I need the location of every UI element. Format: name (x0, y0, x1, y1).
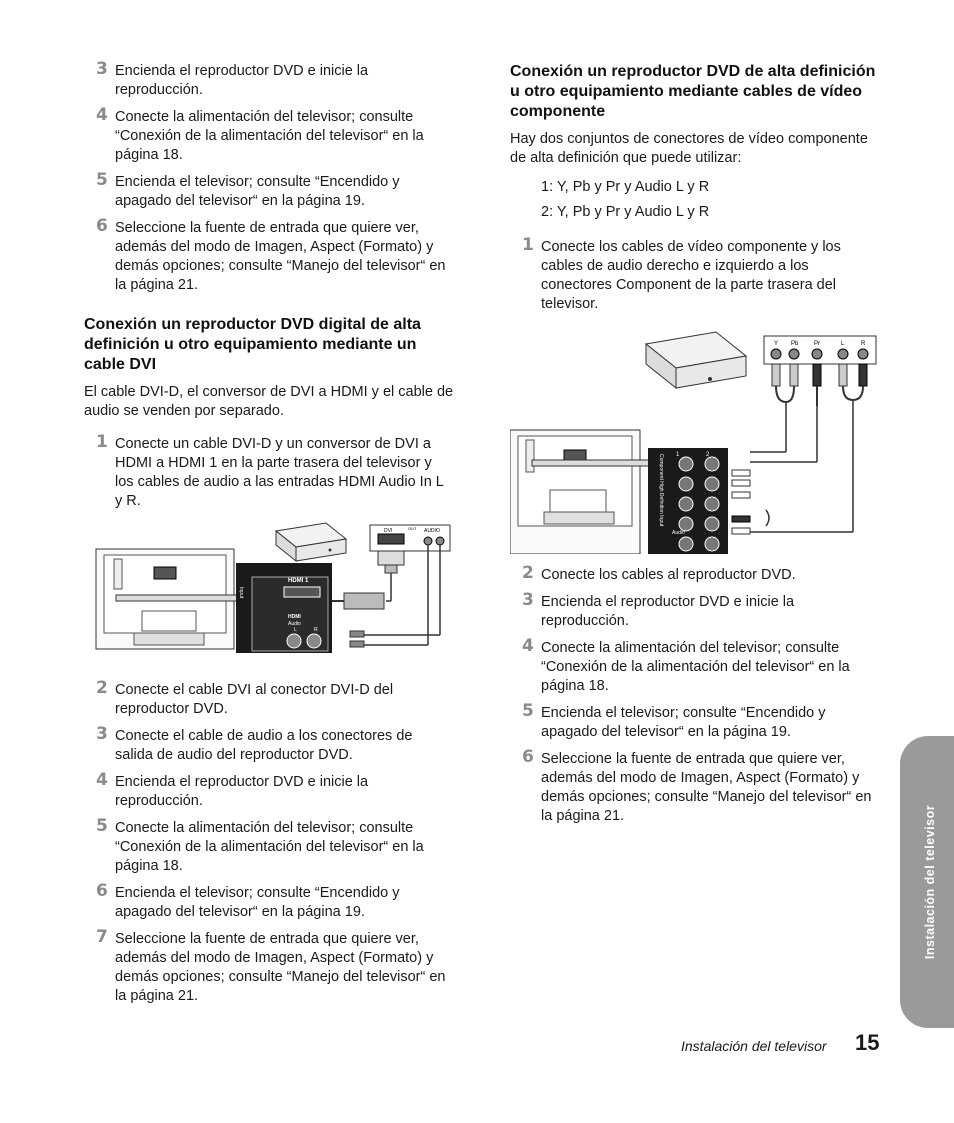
r-label: R (314, 627, 318, 633)
step-2 (510, 563, 882, 585)
input-1-label: 1 (676, 452, 680, 458)
l-label: L (841, 341, 845, 347)
step-number: 5 (96, 170, 108, 190)
component-panel (648, 448, 728, 554)
step-4 (84, 105, 454, 165)
step-text: Encienda el televisor; consulte “Encendido y apagado del televisor“ en la página 19. (115, 885, 400, 920)
l-label: L (294, 627, 297, 633)
step-text: Conecte el cable de audio a los conectores de salida de audio del reproductor DVD. (115, 728, 413, 763)
step-1 (510, 235, 882, 314)
input-2-label: 2 (706, 452, 710, 458)
step-text: Seleccione la fuente de entrada que quiere ver, además del modo de Imagen, Aspect (Formato) y demás opciones; consulte “Manejo del televisor“ en la página 21. (115, 931, 446, 1004)
step-number: 3 (96, 724, 108, 744)
audio-label: AUDIO (424, 528, 440, 534)
section-heading-component: Conexión un reproductor DVD de alta definición u otro equipamiento mediante cables de vídeo componente (510, 63, 876, 120)
step-2 (84, 678, 454, 719)
step-text: Conecte la alimentación del televisor; consulte “Conexión de la alimentación del televisor“ en la página 18. (541, 640, 850, 694)
step-number: 3 (96, 59, 108, 79)
step-4 (510, 636, 882, 696)
left-column (84, 59, 454, 1014)
step-text: Conecte los cables al reproductor DVD. (541, 567, 796, 583)
step-5b (84, 816, 454, 876)
step-3 (84, 59, 454, 100)
step-number: 1 (96, 432, 108, 452)
step-5 (510, 701, 882, 742)
tv-back-icon (96, 549, 244, 649)
step-text: Encienda el reproductor DVD e inicie la reproducción. (115, 774, 369, 809)
step-text: Encienda el televisor; consulte “Encendido y apagado del televisor“ en la página 19. (541, 705, 826, 740)
component-connection-figure (510, 322, 882, 554)
step-text: Conecte la alimentación del televisor; consulte “Conexión de la alimentación del televisor“ en la página 18. (115, 820, 424, 874)
step-3 (510, 590, 882, 631)
dvd-player-icon (646, 332, 746, 388)
dvi-diagram (94, 519, 454, 669)
player-back-panel (764, 336, 876, 364)
connector-set-1: 1: Y, Pb y Pr y Audio L y R (541, 179, 710, 195)
step-3b (84, 724, 454, 765)
step-number: 4 (96, 105, 108, 125)
y-label: Y (774, 341, 779, 347)
step-number: 6 (522, 747, 534, 767)
chapter-side-tab (900, 736, 954, 1028)
step-text: Conecte los cables de vídeo componente y los cables de audio derecho e izquierdo a los conectores Component de la parte trasera del televisor. (541, 239, 841, 312)
section-heading-dvi: Conexión un reproductor DVD digital de alta definición u otro equipamiento mediante un cable DVI (84, 316, 421, 373)
tv-back-icon (510, 430, 650, 554)
pr-label: Pr (814, 341, 820, 347)
player-back-panel (370, 525, 450, 551)
intro-paragraph: Hay dos conjuntos de conectores de vídeo componente de alta definición que puede utilizar: (510, 131, 868, 166)
step-number: 4 (96, 770, 108, 790)
step-text: Conecte la alimentación del televisor; consulte “Conexión de la alimentación del televisor“ en la página 18. (115, 109, 424, 163)
step-6 (84, 216, 454, 295)
step-text: Seleccione la fuente de entrada que quiere ver, además del modo de Imagen, Aspect (Formato) y demás opciones; consulte “Manejo del televisor“ en la página 21. (541, 751, 872, 824)
step-text: Conecte el cable DVI al conector DVI-D del reproductor DVD. (115, 682, 394, 717)
step-text: Conecte un cable DVI-D y un conversor de DVI a HDMI a HDMI 1 en la parte trasera del televisor y los cables de audio a las entradas HDMI Audio In L y R. (115, 436, 444, 509)
step-number: 5 (522, 701, 534, 721)
pb-label: Pb (791, 341, 799, 347)
page-number: 15 (855, 1030, 880, 1055)
step-7b (84, 927, 454, 1006)
step-text: Encienda el televisor; consulte “Encendido y apagado del televisor“ en la página 19. (115, 174, 400, 209)
out-label: OUT (408, 526, 417, 531)
step-number: 1 (522, 235, 534, 255)
step-number: 6 (96, 881, 108, 901)
plug-set (732, 364, 867, 534)
step-number: 2 (522, 563, 534, 583)
footer-section-title: Instalación del televisor (681, 1038, 827, 1054)
step-number: 6 (96, 216, 108, 236)
step-6b (84, 881, 454, 922)
step-4b (84, 770, 454, 811)
dvi-connection-figure (94, 519, 454, 669)
input-label: Input (238, 587, 244, 599)
audio-small-label: Audio (288, 621, 301, 627)
side-tab-label: Instalación del televisor (923, 804, 937, 960)
step-number: 7 (96, 927, 108, 947)
panel-text: Component High Definition Input (658, 454, 664, 527)
component-diagram (510, 322, 882, 554)
step-number: 4 (522, 636, 534, 656)
step-number: 3 (522, 590, 534, 610)
step-number: 2 (96, 678, 108, 698)
step-text: Encienda el reproductor DVD e inicie la reproducción. (541, 594, 795, 629)
intro-paragraph: El cable DVI-D, el conversor de DVI a HDMI y el cable de audio se venden por separado. (84, 384, 454, 419)
right-column (510, 62, 882, 834)
dvd-player-icon (276, 523, 346, 561)
step-text: Encienda el reproductor DVD e inicie la reproducción. (115, 63, 369, 98)
hdmi1-label: HDMI 1 (288, 578, 309, 584)
r-label: R (861, 341, 866, 347)
step-text: Seleccione la fuente de entrada que quiere ver, además del modo de Imagen, Aspect (Formato) y demás opciones; consulte “Manejo del televisor“ en la página 21. (115, 220, 446, 293)
step-5 (84, 170, 454, 211)
step-6 (510, 747, 882, 826)
dvi-label: DVI (384, 528, 393, 534)
connector-set-2: 2: Y, Pb y Pr y Audio L y R (541, 204, 710, 220)
step-1 (84, 432, 454, 511)
step-number: 5 (96, 816, 108, 836)
hdmi-label: HDMI (288, 614, 301, 620)
audio-small-label: Audio (672, 530, 685, 536)
hdmi-panel (236, 563, 332, 653)
